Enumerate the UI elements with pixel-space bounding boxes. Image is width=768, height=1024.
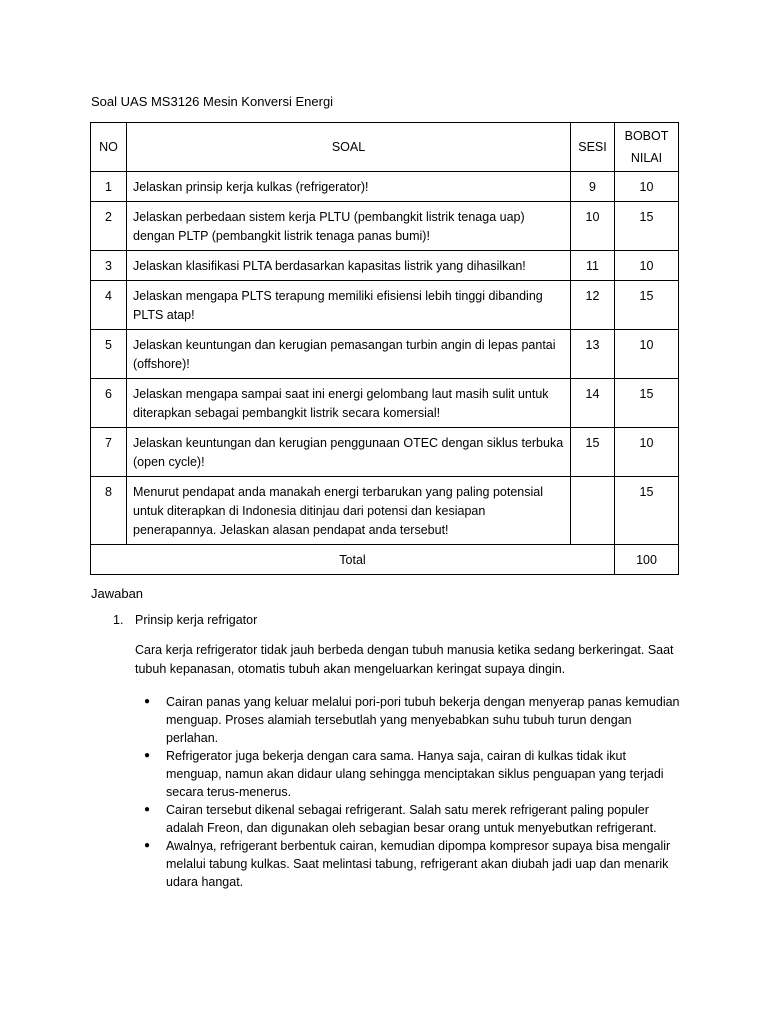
- total-value: 100: [615, 545, 679, 575]
- row-soal: Jelaskan keuntungan dan kerugian penggunaan OTEC dengan siklus terbuka (open cycle)!: [127, 428, 571, 477]
- answer-heading: Prinsip kerja refrigator: [135, 613, 258, 627]
- answer-number: 1.: [113, 613, 124, 627]
- row-bobot: 15: [615, 202, 679, 251]
- row-sesi: 10: [571, 202, 615, 251]
- row-soal: Jelaskan perbedaan sistem kerja PLTU (pembangkit listrik tenaga uap) dengan PLTP (pembangkit listrik tenaga panas bumi)!: [127, 202, 571, 251]
- row-no: 4: [91, 281, 127, 330]
- table-row: [91, 172, 679, 202]
- row-sesi: 14: [571, 379, 615, 428]
- table-body: [91, 172, 679, 545]
- table-row: [91, 251, 679, 281]
- row-sesi: [571, 477, 615, 545]
- header-sesi: SESI: [571, 123, 615, 172]
- row-soal: Jelaskan mengapa sampai saat ini energi gelombang laut masih sulit untuk diterapkan sebagai pembangkit listrik secara komersial!: [127, 379, 571, 428]
- bullet-item: [144, 747, 681, 801]
- bullet-dot-icon: ●: [144, 804, 151, 815]
- document-title: Soal UAS MS3126 Mesin Konversi Energi: [91, 94, 334, 109]
- row-sesi: 9: [571, 172, 615, 202]
- row-bobot: 15: [615, 281, 679, 330]
- row-bobot: 10: [615, 251, 679, 281]
- bullet-text: Cairan panas yang keluar melalui pori-pori tubuh bekerja dengan menyerap panas kemudian menguap. Proses alamiah tersebutlah yang menyebabkan suhu tubuh turun dengan perlahan.: [166, 695, 680, 745]
- row-no: 7: [91, 428, 127, 477]
- bullet-text: Awalnya, refrigerant berbentuk cairan, kemudian dipompa kompresor supaya bisa mengalir melalui tabung kulkas. Saat melintasi tabung, refrigerant akan diubah jadi uap dan menarik udara hangat.: [166, 839, 671, 889]
- row-sesi: 12: [571, 281, 615, 330]
- bullet-item: [144, 693, 681, 747]
- row-soal: Jelaskan mengapa PLTS terapung memiliki efisiensi lebih tinggi dibanding PLTS atap!: [127, 281, 571, 330]
- row-bobot: 10: [615, 330, 679, 379]
- bullet-list: [144, 693, 681, 891]
- row-bobot: 10: [615, 172, 679, 202]
- bullet-text: Cairan tersebut dikenal sebagai refrigerant. Salah satu merek refrigerant paling populer adalah Freon, dan digunakan oleh sebagian besar orang untuk menyebutkan refrigerant.: [166, 803, 657, 835]
- row-no: 2: [91, 202, 127, 251]
- row-bobot: 15: [615, 477, 679, 545]
- row-bobot: 15: [615, 379, 679, 428]
- header-bobot: BOBOT NILAI: [615, 123, 679, 172]
- row-no: 1: [91, 172, 127, 202]
- table-header-row: [91, 123, 679, 172]
- soal-table: [90, 122, 679, 575]
- row-no: 5: [91, 330, 127, 379]
- table-total-row: [91, 545, 679, 575]
- row-bobot: 10: [615, 428, 679, 477]
- row-no: 3: [91, 251, 127, 281]
- row-no: 8: [91, 477, 127, 545]
- bullet-item: [144, 837, 681, 891]
- table-row: [91, 477, 679, 545]
- header-soal: SOAL: [127, 123, 571, 172]
- total-label: Total: [91, 545, 615, 575]
- table-row: [91, 330, 679, 379]
- row-soal: Menurut pendapat anda manakah energi terbarukan yang paling potensial untuk diterapkan di Indonesia ditinjau dari potensi dan kesiapan penerapannya. Jelaskan alasan pendapat anda tersebut!: [127, 477, 571, 545]
- jawaban-label: Jawaban: [91, 586, 144, 601]
- header-no: NO: [91, 123, 127, 172]
- table-row: [91, 428, 679, 477]
- answer-paragraph: Cara kerja refrigerator tidak jauh berbeda dengan tubuh manusia ketika sedang berkeringat. Saat tubuh kepanasan, otomatis tubuh akan mengeluarkan keringat supaya dingin.: [135, 643, 674, 676]
- bullet-dot-icon: ●: [144, 750, 151, 761]
- row-soal: Jelaskan keuntungan dan kerugian pemasangan turbin angin di lepas pantai (offshore)!: [127, 330, 571, 379]
- row-soal: Jelaskan prinsip kerja kulkas (refrigerator)!: [127, 172, 571, 202]
- table-row: [91, 379, 679, 428]
- bullet-dot-icon: ●: [144, 696, 151, 707]
- row-sesi: 15: [571, 428, 615, 477]
- answer-item-1: [91, 613, 681, 891]
- bullet-text: Refrigerator juga bekerja dengan cara sama. Hanya saja, cairan di kulkas tidak ikut menguap, namun akan didaur ulang sehingga menciptakan siklus penguapan yang terjadi secara terus-menerus.: [166, 749, 664, 799]
- row-no: 6: [91, 379, 127, 428]
- row-sesi: 11: [571, 251, 615, 281]
- bullet-item: [144, 801, 681, 837]
- table-row: [91, 281, 679, 330]
- table-row: [91, 202, 679, 251]
- bullet-dot-icon: ●: [144, 840, 151, 851]
- row-soal: Jelaskan klasifikasi PLTA berdasarkan kapasitas listrik yang dihasilkan!: [127, 251, 571, 281]
- row-sesi: 13: [571, 330, 615, 379]
